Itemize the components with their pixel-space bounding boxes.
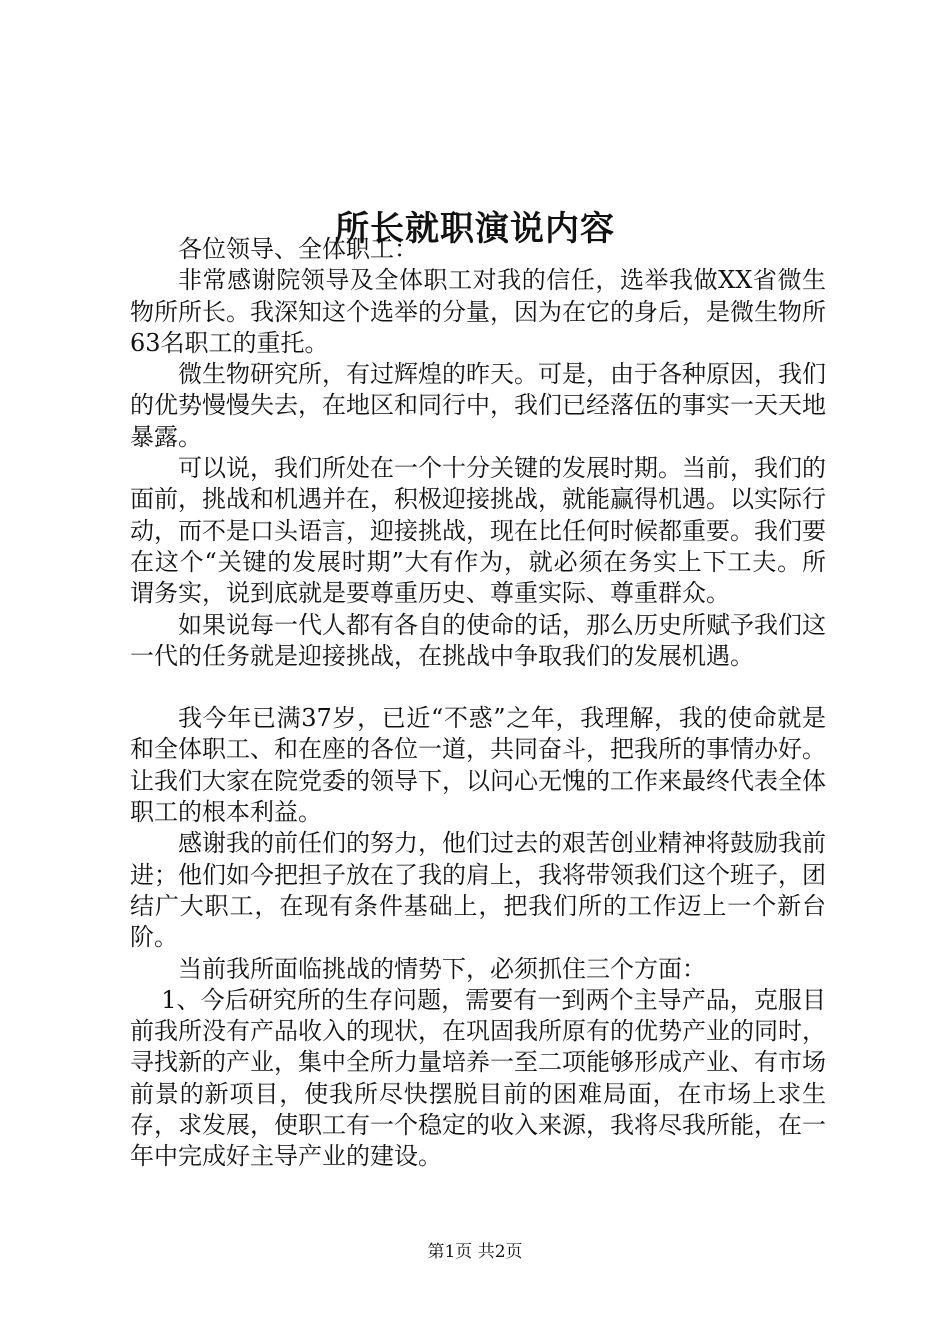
body-paragraph: 非常感谢院领导及全体职工对我的信任，选举我做XX省微生物所所长。我深知这个选举的分量，因为在它的身后，是微生物所63名职工的重托。 bbox=[130, 266, 826, 357]
body-paragraph: 可以说，我们所处在一个十分关键的发展时期。当前，我们的面前，挑战和机遇并在，积极迎接挑战，就能赢得机遇。以实际行动，而不是口头语言，迎接挑战，现在比任何时候都重要。我们要在这个“关键的发展时期”大有作为，就必须在务实上下工夫。所谓务实，说到底就是要尊重历史、尊重实际、尊重群众。 bbox=[130, 454, 826, 608]
body-paragraph: 如果说每一代人都有各自的使命的话，那么历史所赋予我们这一代的任务就是迎接挑战，在挑战中争取我们的发展机遇。 bbox=[130, 610, 826, 670]
body-paragraph: 当前我所面临挑战的情势下，必须抓住三个方面： bbox=[178, 954, 706, 983]
body-paragraph: 我今年已满37岁，已近“不惑”之年，我理解，我的使命就是和全体职工、和在座的各位一道，共同奋斗，把我所的事情办好。让我们大家在院党委的领导下，以问心无愧的工作来最终代表全体职工的根本利益。 bbox=[130, 704, 826, 827]
page-number-footer: 第1页 共2页 bbox=[427, 1242, 523, 1262]
body-paragraph: 微生物研究所，有过辉煌的昨天。可是，由于各种原因，我们的优势慢慢失去，在地区和同行中，我们已经落伍的事实一天天地暴露。 bbox=[130, 360, 826, 451]
list-item-paragraph: 1、今后研究所的生存问题，需要有一到两个主导产品，克服目前我所没有产品收入的现状，在巩固我所原有的优势产业的同时，寻找新的产业，集中全所力量培养一至二项能够形成产业、有市场前景的新项目，使我所尽快摆脱目前的困难局面，在市场上求生存，求发展，使职工有一个稳定的收入来源，我将尽我所能，在一年中完成好主导产业的建设。 bbox=[130, 985, 826, 1171]
body-paragraph: 感谢我的前任们的努力，他们过去的艰苦创业精神将鼓励我前进；他们如今把担子放在了我的肩上，我将带领我们这个班子，团结广大职工，在现有条件基础上，把我们所的工作迈上一个新台阶。 bbox=[130, 829, 826, 952]
document-title: 所长就职演说内容 bbox=[335, 208, 615, 249]
salutation-paragraph: 各位领导、全体职工： bbox=[178, 235, 418, 263]
document-body bbox=[130, 234, 826, 1173]
